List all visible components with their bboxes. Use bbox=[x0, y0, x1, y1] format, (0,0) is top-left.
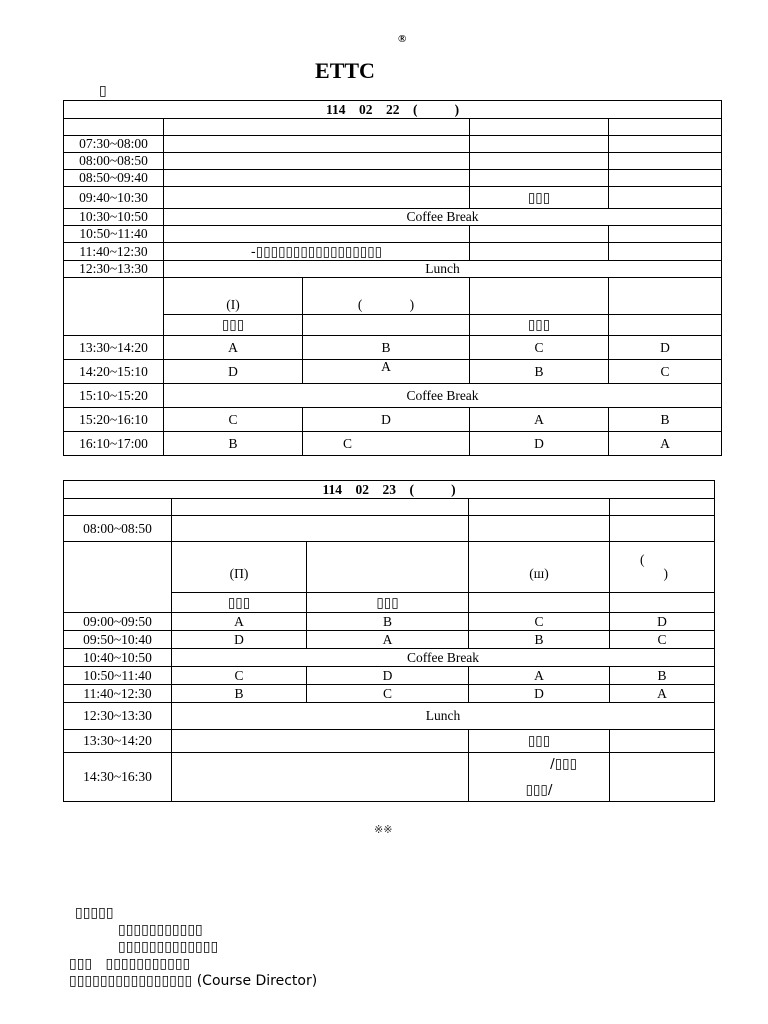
table-row bbox=[64, 336, 722, 360]
group-cell: D bbox=[469, 685, 610, 703]
footer-line-5: ▯▯▯▯▯▯▯▯▯▯▯▯▯▯▯▯ (Course Director) bbox=[69, 973, 318, 989]
table-row bbox=[64, 187, 722, 209]
time-cell: 10:50~11:40 bbox=[64, 226, 164, 243]
group-cell: C bbox=[307, 685, 469, 703]
time-cell: 15:20~16:10 bbox=[64, 408, 164, 432]
time-cell: 09:40~10:30 bbox=[64, 187, 164, 209]
time-cell: 14:30~16:30 bbox=[64, 753, 172, 802]
session-cell: ▯▯▯ bbox=[469, 730, 610, 753]
group-label-cell: (I) bbox=[164, 278, 303, 315]
date-weekday-close: ) bbox=[451, 481, 456, 497]
footer-label: ▯▯▯ bbox=[69, 956, 93, 972]
time-cell: 14:20~15:10 bbox=[64, 360, 164, 384]
session-cell: -▯▯▯▯▯▯▯▯▯▯▯▯▯▯▯▯▯ bbox=[164, 243, 470, 261]
table-row bbox=[64, 226, 722, 243]
date-weekday-open: ( bbox=[409, 481, 414, 497]
group-cell: D bbox=[470, 432, 609, 456]
group-cell: C bbox=[610, 631, 715, 649]
group-cell: A bbox=[470, 408, 609, 432]
time-cell: 10:30~10:50 bbox=[64, 209, 164, 226]
table-row bbox=[64, 667, 715, 685]
group-cell: B bbox=[164, 432, 303, 456]
day1-date-row bbox=[64, 101, 722, 119]
table-row bbox=[64, 384, 722, 408]
day2-column-header-row bbox=[64, 499, 715, 516]
title-subnote: ▯ bbox=[99, 83, 107, 99]
time-cell: 08:00~08:50 bbox=[64, 516, 172, 542]
time-cell: 08:00~08:50 bbox=[64, 153, 164, 170]
group-cell: A bbox=[469, 667, 610, 685]
time-cell: 07:30~08:00 bbox=[64, 136, 164, 153]
coffee-break-cell: Coffee Break bbox=[164, 384, 722, 408]
group-sub-cell: ▯▯▯ bbox=[307, 593, 469, 613]
group-cell: C bbox=[609, 360, 722, 384]
date-weekday-open: ( bbox=[412, 101, 418, 117]
time-cell: 11:40~12:30 bbox=[64, 685, 172, 703]
table-row bbox=[64, 613, 715, 631]
date-weekday-close: ) bbox=[454, 101, 460, 117]
registered-mark: ® bbox=[398, 33, 407, 45]
date-day: 23 bbox=[382, 481, 396, 497]
table-row bbox=[64, 136, 722, 153]
group-cell: A bbox=[303, 360, 470, 384]
table-row bbox=[64, 432, 722, 456]
date-month: 02 bbox=[355, 481, 369, 497]
group-cell: D bbox=[610, 613, 715, 631]
table-row bbox=[64, 685, 715, 703]
table-row bbox=[64, 170, 722, 187]
group-cell: B bbox=[172, 685, 307, 703]
group-cell: B bbox=[307, 613, 469, 631]
footer-line-2: ▯▯▯▯▯▯▯▯▯▯▯ bbox=[118, 922, 203, 938]
session-line: /▯▯▯ bbox=[550, 756, 577, 772]
group-label-close: ) bbox=[663, 566, 669, 581]
group-cell: D bbox=[164, 360, 303, 384]
day2-date-header bbox=[64, 481, 715, 499]
time-cell: 16:10~17:00 bbox=[64, 432, 164, 456]
day1-schedule-table bbox=[63, 100, 722, 456]
date-month: 02 bbox=[358, 101, 373, 117]
time-cell: 08:50~09:40 bbox=[64, 170, 164, 187]
group-cell: B bbox=[470, 360, 609, 384]
group-cell: C bbox=[172, 667, 307, 685]
group-cell: C bbox=[164, 408, 303, 432]
group-label-cell: (ш) bbox=[469, 542, 610, 593]
date-year: 114 bbox=[322, 481, 342, 497]
group-header-row bbox=[64, 542, 715, 593]
document-title: ETTC bbox=[315, 58, 375, 83]
time-cell: 13:30~14:20 bbox=[64, 730, 172, 753]
group-cell: B bbox=[610, 667, 715, 685]
time-cell: 09:00~09:50 bbox=[64, 613, 172, 631]
time-cell: 12:30~13:30 bbox=[64, 703, 172, 730]
group-cell: D bbox=[303, 408, 470, 432]
group-cell: C bbox=[469, 613, 610, 631]
group-cell: C bbox=[303, 432, 470, 456]
coffee-break-cell: Coffee Break bbox=[164, 209, 722, 226]
group-cell: B bbox=[469, 631, 610, 649]
date-year: 114 bbox=[325, 101, 346, 117]
group-cell: D bbox=[172, 631, 307, 649]
table-row bbox=[64, 649, 715, 667]
lunch-cell: Lunch bbox=[164, 261, 722, 278]
group-cell: A bbox=[609, 432, 722, 456]
group-sub-cell: ▯▯▯ bbox=[470, 315, 609, 336]
group-cell: D bbox=[609, 336, 722, 360]
time-cell: 12:30~13:30 bbox=[64, 261, 164, 278]
footer-value: ▯▯▯▯▯▯▯▯▯▯▯ bbox=[105, 956, 191, 972]
group-cell: A bbox=[172, 613, 307, 631]
group-sub-cell: ▯▯▯ bbox=[172, 593, 307, 613]
time-cell: 15:10~15:20 bbox=[64, 384, 164, 408]
group-header-row bbox=[64, 278, 722, 315]
table-row bbox=[64, 753, 715, 802]
date-day: 22 bbox=[385, 101, 400, 117]
table-row bbox=[64, 209, 722, 226]
coffee-break-cell: Coffee Break bbox=[172, 649, 715, 667]
group-sub-cell: ▯▯▯ bbox=[164, 315, 303, 336]
table-row bbox=[64, 153, 722, 170]
group-cell: A bbox=[164, 336, 303, 360]
time-cell: 09:50~10:40 bbox=[64, 631, 172, 649]
time-cell: 11:40~12:30 bbox=[64, 243, 164, 261]
separator-marks: ※※ bbox=[374, 824, 393, 836]
table-row bbox=[64, 261, 722, 278]
group-cell: A bbox=[307, 631, 469, 649]
group-cell: A bbox=[610, 685, 715, 703]
table-row bbox=[64, 730, 715, 753]
session-cell: ▯▯▯ bbox=[470, 187, 609, 209]
table-row bbox=[64, 408, 722, 432]
footer-line-1: ▯▯▯▯▯ bbox=[75, 905, 114, 921]
time-cell: 10:50~11:40 bbox=[64, 667, 172, 685]
time-cell: 10:40~10:50 bbox=[64, 649, 172, 667]
group-label-cell: ( ) bbox=[303, 278, 470, 315]
group-label-cell: (Π) bbox=[172, 542, 307, 593]
day1-date-header bbox=[64, 101, 722, 119]
lunch-cell: Lunch bbox=[172, 703, 715, 730]
table-row bbox=[64, 243, 722, 261]
table-row bbox=[64, 703, 715, 730]
footer-line-4 bbox=[69, 956, 190, 972]
table-row bbox=[64, 516, 715, 542]
group-label-open: ( bbox=[640, 552, 645, 567]
time-cell: 13:30~14:20 bbox=[64, 336, 164, 360]
session-line: ▯▯▯/ bbox=[525, 782, 553, 798]
day2-schedule-table bbox=[63, 480, 715, 802]
session-cell bbox=[469, 753, 610, 802]
footer-line-3: ▯▯▯▯▯▯▯▯▯▯▯▯▯ bbox=[118, 939, 219, 955]
table-row bbox=[64, 631, 715, 649]
group-cell: B bbox=[609, 408, 722, 432]
table-row bbox=[64, 360, 722, 384]
group-cell: C bbox=[470, 336, 609, 360]
group-cell: B bbox=[303, 336, 470, 360]
group-label-cell bbox=[610, 542, 715, 593]
day2-date-row bbox=[64, 481, 715, 499]
group-cell: D bbox=[307, 667, 469, 685]
day1-column-header-row bbox=[64, 119, 722, 136]
